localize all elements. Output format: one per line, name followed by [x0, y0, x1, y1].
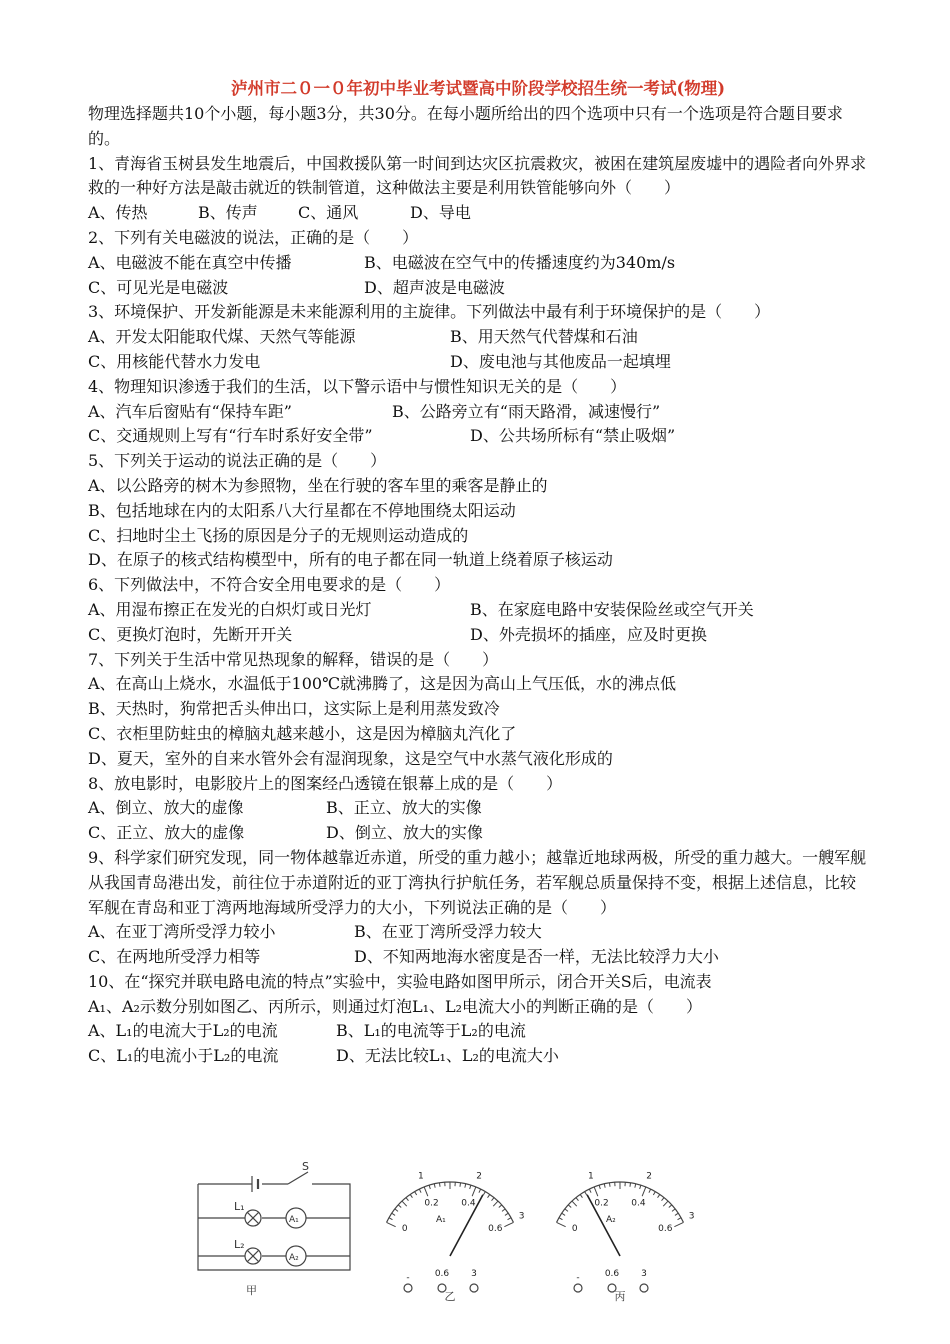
dial-tick	[493, 1201, 498, 1206]
question-9-options-ab	[88, 920, 868, 945]
dial-tick	[499, 1205, 502, 1208]
question-5-option-c: C、扫地时尘土飞扬的原因是分子的无规则运动造成的	[88, 525, 469, 545]
option-d: D、外壳损坏的插座，应及时更换	[470, 624, 707, 644]
dial-tick	[580, 1194, 582, 1197]
option-a: A、L₁的电流大于L₂的电流	[88, 1021, 278, 1041]
scale-bottom-label: 0.4	[631, 1198, 646, 1209]
option-b: B、传声	[198, 203, 258, 223]
terminal-icon	[470, 1284, 478, 1292]
option-c: C、在两地所受浮力相等	[88, 947, 261, 967]
option-d: D、倒立、放大的实像	[326, 823, 483, 843]
terminal-label: -	[576, 1273, 580, 1283]
dial-tick	[674, 1222, 683, 1226]
dial-tick	[398, 1205, 401, 1208]
option-a: A、倒立、放大的虚像	[88, 798, 244, 818]
option-c: C、用核能代替水力发电	[88, 351, 261, 371]
dial-tick	[640, 1185, 641, 1189]
dial-tick	[415, 1192, 417, 1195]
option-b: B、正立、放大的实像	[326, 798, 482, 818]
question-4-options-ab	[88, 400, 868, 425]
question-6-options-cd	[88, 623, 868, 648]
lamp1-label: L₁	[234, 1200, 245, 1213]
terminal-label: 0.6	[604, 1269, 620, 1279]
switch-label: S	[302, 1160, 309, 1173]
dial-tick	[492, 1198, 495, 1201]
dial-tick	[419, 1189, 421, 1193]
dial-tick	[395, 1209, 398, 1211]
scale-top-label: 1	[417, 1171, 424, 1182]
option-a: A、在亚丁湾所受浮力较小	[88, 922, 276, 942]
question-4-stem: 4、物理知识渗透于我们的生活，以下警示语中与惯性知识无关的是（ ）	[88, 376, 627, 396]
meter-name-label: A₁	[436, 1215, 446, 1225]
exam-page	[88, 76, 868, 1069]
question-5-option-a: A、以公路旁的树木为参照物，坐在行驶的客车里的乘客是静止的	[88, 475, 548, 495]
option-b: B、用天然气代替煤和石油	[450, 327, 638, 347]
option-a: A、汽车后窗贴有“保持车距”	[88, 401, 292, 421]
dial-tick	[502, 1209, 505, 1211]
dial-tick	[678, 1218, 681, 1220]
question-6-options-ab	[88, 598, 868, 623]
option-d: D、不知两地海水密度是否一样，无法比较浮力大小	[354, 947, 719, 967]
option-a: A、电磁波不能在真空中传播	[88, 252, 292, 272]
circuit-wires	[198, 1184, 350, 1270]
option-d: D、废电池与其他废品一起填埋	[450, 351, 671, 371]
option-c: C、正立、放大的虚像	[88, 823, 245, 843]
dial-tick	[663, 1201, 668, 1206]
figure-label-jia: 甲	[246, 1284, 257, 1297]
dial-tick	[604, 1184, 605, 1188]
dial-tick	[609, 1183, 610, 1187]
dial-tick	[675, 1213, 678, 1215]
dial-tick	[465, 1184, 466, 1188]
scale-bottom-label: 0	[401, 1223, 408, 1234]
ammeter2-label: A₂	[289, 1253, 299, 1263]
dial-tick	[410, 1194, 412, 1197]
option-d: D、公共场所标有“禁止吸烟”	[470, 426, 676, 446]
dial-tick	[672, 1209, 675, 1211]
question-5-stem: 5、下列关于运动的说法正确的是（ ）	[88, 451, 387, 471]
question-3-options-cd	[88, 350, 868, 375]
question-10-options-ab	[88, 1019, 868, 1044]
terminal-label: 0.6	[434, 1269, 450, 1279]
ammeter1-label: A₁	[289, 1215, 299, 1225]
scale-bottom-label: 0.2	[594, 1198, 609, 1209]
dial-tick	[389, 1218, 392, 1220]
terminal-icon	[404, 1284, 412, 1292]
scale-bottom-label: 0.6	[658, 1223, 673, 1234]
dial-tick	[576, 1198, 579, 1201]
question-9-stem: 9、科学家们研究发现，同一物体越靠近赤道，所受的重力越小；越靠近地球两极，所受的重力越大。一艘军舰从我国青岛港出发，前往位于赤道附近的亚丁湾执行护航任务，若军舰总质量保持不变，根据上述信息，比较军舰在青岛和亚丁湾两地海域所受浮力的大小，下列说法正确的是（ ）	[88, 847, 867, 917]
option-b: B、公路旁立有“雨天路滑，减速慢行”	[392, 401, 661, 421]
dial-tick	[568, 1205, 571, 1208]
option-a: A、传热	[88, 203, 148, 223]
ammeter-dial-yi	[370, 1154, 530, 1304]
question-3-stem: 3、环境保护、开发新能源是未来能源利用的主旋律。下列做法中最有利于环境保护的是（ ）	[88, 302, 771, 322]
dial-tick	[434, 1184, 435, 1188]
dial-tick	[649, 1189, 651, 1193]
dial-tick	[504, 1222, 513, 1226]
scale-top-label: 2	[646, 1171, 653, 1182]
dial-tick	[565, 1209, 568, 1211]
dial-tick	[505, 1213, 508, 1215]
question-5-option-d: D、在原子的核式结构模型中，所有的电子都在同一轨道上绕着原子核运动	[88, 550, 613, 570]
option-c: C、可见光是电磁波	[88, 277, 229, 297]
circuit-diagram	[190, 1160, 360, 1300]
dial-tick	[439, 1183, 440, 1187]
dial-tick	[402, 1201, 407, 1206]
dial-tick	[488, 1194, 490, 1197]
scale-bottom-label: 0.6	[488, 1223, 503, 1234]
intro-text: 物理选择题共10个小题，每小题3分，共30分。在每小题所给出的四个选项中只有一个选项是符合题目要求的。	[88, 104, 843, 148]
dial-tick	[562, 1213, 565, 1215]
question-8-options-cd	[88, 821, 868, 846]
option-c: C、通风	[298, 203, 359, 223]
dial-tick	[429, 1185, 430, 1189]
dial-tick	[559, 1218, 562, 1220]
dial-tick	[572, 1201, 577, 1206]
question-1-stem: 1、青海省玉树县发生地震后，中国救援队第一时间到达灾区抗震救灾，被困在建筑屋废墟中的遇险者向外界求救的一种好方法是敲击就近的铁制管道，这种做法主要是利用铁管能够向外（ ）	[88, 153, 867, 198]
question-2-options-ab	[88, 251, 868, 276]
meter-name-label: A₂	[606, 1215, 616, 1225]
dial-tick	[599, 1185, 600, 1189]
terminal-label: 3	[641, 1269, 647, 1279]
dial-tick	[406, 1198, 409, 1201]
option-c: C、L₁的电流小于L₂的电流	[88, 1046, 279, 1066]
question-10-options-cd	[88, 1044, 868, 1069]
option-d: D、导电	[410, 203, 471, 223]
question-7-option-d: D、夏天，室外的自来水管外会有湿润现象，这是空气中水蒸气液化形成的	[88, 748, 613, 768]
dial-tick	[508, 1218, 511, 1220]
option-a: A、用湿布擦正在发光的白炽灯或日光灯	[88, 599, 372, 619]
dial-tick	[589, 1189, 591, 1193]
dial-tick	[424, 1187, 428, 1196]
dial-tick	[557, 1222, 566, 1226]
question-3-options-ab	[88, 325, 868, 350]
option-b: B、电磁波在空气中的传播速度约为340m/s	[364, 252, 676, 272]
question-10-stem-rest: 示数分别如图乙、丙所示，则通过灯泡L₁、L₂电流大小的判断正确的是（ ）	[139, 996, 703, 1016]
scale-top-label: 3	[518, 1211, 525, 1222]
question-2-options-cd	[88, 276, 868, 301]
question-1-options	[88, 201, 868, 226]
dial-tick	[635, 1184, 636, 1188]
scale-top-label: 2	[476, 1171, 483, 1182]
switch-icon	[288, 1172, 308, 1184]
dial-tick	[470, 1185, 471, 1189]
dial-tick	[669, 1205, 672, 1208]
meter-names: A₁、A₂	[88, 996, 140, 1016]
option-b: B、在亚丁湾所受浮力较大	[354, 922, 542, 942]
figure-label: 乙	[444, 1290, 456, 1303]
dial-tick	[658, 1194, 660, 1197]
terminal-icon	[640, 1284, 648, 1292]
dial-tick	[642, 1187, 646, 1196]
option-b: B、在家庭电路中安装保险丝或空气开关	[470, 599, 754, 619]
scale-bottom-label: 0	[571, 1223, 578, 1234]
dial-tick	[653, 1192, 655, 1195]
question-9-options-cd	[88, 945, 868, 970]
lamp2-label: L₂	[234, 1238, 245, 1251]
scale-bottom-label: 0.4	[461, 1198, 476, 1209]
terminal-label: -	[406, 1273, 410, 1283]
option-c: C、交通规则上写有“行车时系好安全带”	[88, 426, 373, 446]
scale-top-label: 3	[688, 1211, 695, 1222]
option-b: B、L₁的电流等于L₂的电流	[336, 1021, 526, 1041]
question-10-stem-line1: 10、在“探究并联电路电流的特点”实验中，实验电路如图甲所示，闭合开关S后，电流表	[88, 971, 712, 991]
dial-tick	[387, 1222, 396, 1226]
scale-bottom-label: 0.2	[424, 1198, 439, 1209]
option-a: A、开发太阳能取代煤、天然气等能源	[88, 327, 356, 347]
question-2-stem: 2、下列有关电磁波的说法，正确的是（ ）	[88, 227, 419, 247]
question-8-stem: 8、放电影时，电影胶片上的图案经凸透镜在银幕上成的是（ ）	[88, 773, 563, 793]
exam-title: 泸州市二０一０年初中毕业考试暨高中阶段学校招生统一考试(物理)	[230, 79, 726, 98]
dial-tick	[662, 1198, 665, 1201]
question-7-option-a: A、在高山上烧水，水温低于100℃就沸腾了，这是因为高山上气压低，水的沸点低	[88, 674, 676, 694]
dial-tick	[594, 1187, 598, 1196]
scale-top-label: 1	[587, 1171, 594, 1182]
dial-tick	[585, 1192, 587, 1195]
question-8-options-ab	[88, 796, 868, 821]
question-6-stem: 6、下列做法中，不符合安全用电要求的是（ ）	[88, 575, 451, 595]
dial-tick	[479, 1189, 481, 1193]
dial-tick	[630, 1183, 631, 1187]
option-d: D、超声波是电磁波	[364, 277, 505, 297]
option-d: D、无法比较L₁、L₂的电流大小	[336, 1046, 559, 1066]
option-c: C、更换灯泡时，先断开开关	[88, 624, 293, 644]
figures-row	[190, 1160, 730, 1310]
figure-label: 丙	[614, 1290, 626, 1303]
terminal-label: 3	[471, 1269, 477, 1279]
ammeter-dial-bing	[540, 1154, 700, 1304]
dial-tick	[392, 1213, 395, 1215]
dial-tick	[460, 1183, 461, 1187]
terminal-icon	[574, 1284, 582, 1292]
question-4-options-cd	[88, 424, 868, 449]
question-7-option-c: C、衣柜里防蛀虫的樟脑丸越来越小，这是因为樟脑丸汽化了	[88, 723, 517, 743]
question-5-option-b: B、包括地球在内的太阳系八大行星都在不停地围绕太阳运动	[88, 500, 516, 520]
question-7-stem: 7、下列关于生活中常见热现象的解释，错误的是（ ）	[88, 649, 499, 669]
dial-tick	[472, 1187, 476, 1196]
question-10-stem-line2	[88, 995, 868, 1020]
dial-tick	[483, 1192, 485, 1195]
question-7-option-b: B、天热时，狗常把舌头伸出口，这实际上是利用蒸发致冷	[88, 699, 500, 719]
